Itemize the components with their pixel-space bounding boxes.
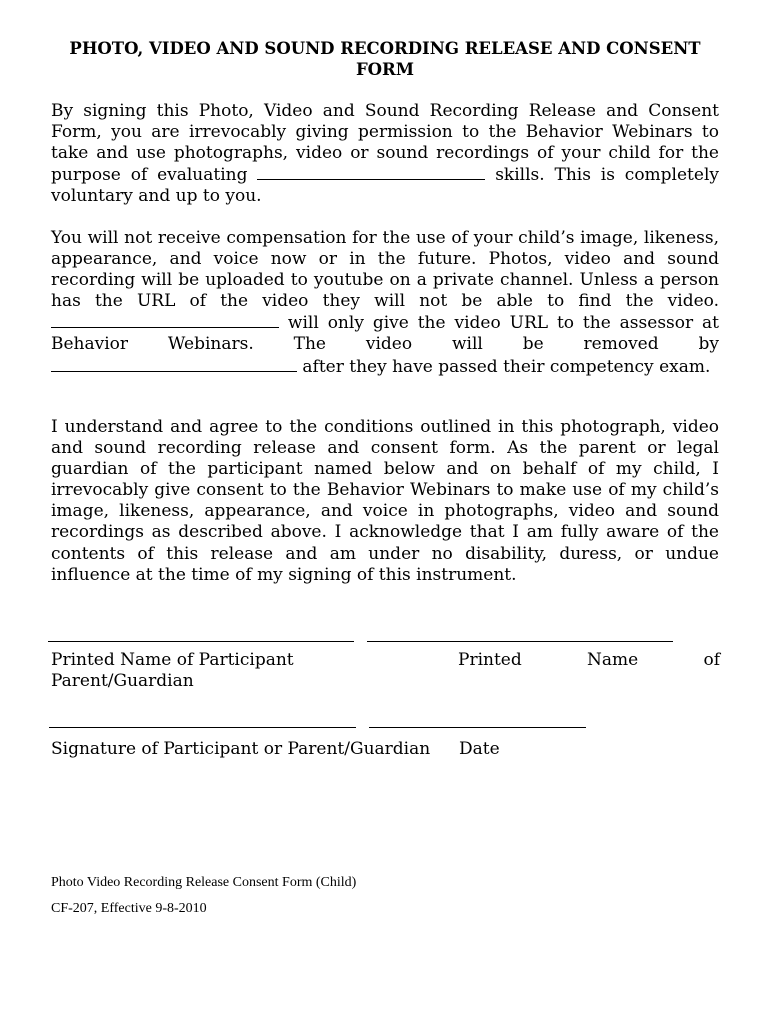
- skills-blank-field[interactable]: [257, 164, 485, 180]
- paragraph-permission-text-b: skills. This is completely voluntary and up to you.: [51, 165, 719, 207]
- printed-name-parent-word: of: [703, 650, 720, 670]
- signature-label: Signature of Participant or Parent/Guardian: [51, 739, 431, 759]
- parent-name-line[interactable]: [367, 641, 673, 642]
- paragraph-permission: [51, 101, 719, 207]
- participant-name-line[interactable]: [48, 641, 354, 642]
- paragraph-consent: I understand and agree to the conditions outlined in this photograph, video and sound recording release and consent form. As the parent or legal guardian of the participant named below and on behalf of my child, I irrevocably give consent to the Behavior Webinars to make use of my child’s image, likeness, appearance, and voice in photographs, video and sound recordings as described above. I acknowledge that I am fully aware of the contents of this release and am under no disability, duress, or undue influence at the time of my signing of this instrument.: [51, 417, 719, 585]
- printed-name-parent-label-line2: Parent/Guardian: [51, 671, 194, 691]
- paragraph-compensation-text-a: You will not receive compensation for the use of your child’s image, likeness, appearance, and voice now or in the future. Photos, video and sound recording will be uploaded to youtube on a private channel. Unless a person has the URL of the video they will not be able to find the video.: [51, 228, 719, 312]
- footer-form-name: Photo Video Recording Release Consent Form (Child): [51, 875, 357, 890]
- printed-name-parent-word: Name: [587, 650, 639, 670]
- printed-name-parent-label: [458, 650, 720, 671]
- url-holder-blank-field[interactable]: [51, 312, 279, 328]
- signature-line[interactable]: [49, 727, 356, 728]
- date-line[interactable]: [369, 727, 586, 728]
- paragraph-compensation: [51, 228, 719, 378]
- paragraph-compensation-text-b: will only give the video URL to the assessor at Behavior Webinars. The video will be removed by: [51, 313, 720, 355]
- footer-form-code: CF-207, Effective 9-8-2010: [51, 901, 207, 916]
- paragraph-permission-text-a: By signing this Photo, Video and Sound Recording Release and Consent Form, you are irrevocably giving permission to the Behavior Webinars to take and use photographs, video or sound recordings of your child for the purpose of evaluating: [51, 101, 719, 186]
- document-title: PHOTO, VIDEO AND SOUND RECORDING RELEASE AND CONSENT FORM: [69, 39, 701, 79]
- printed-name-participant-label: Printed Name of Participant: [51, 650, 294, 670]
- printed-name-parent-word: Printed: [458, 650, 522, 670]
- remover-blank-field[interactable]: [51, 356, 297, 372]
- date-label: Date: [459, 739, 500, 759]
- paragraph-compensation-text-c: after they have passed their competency exam.: [302, 356, 711, 377]
